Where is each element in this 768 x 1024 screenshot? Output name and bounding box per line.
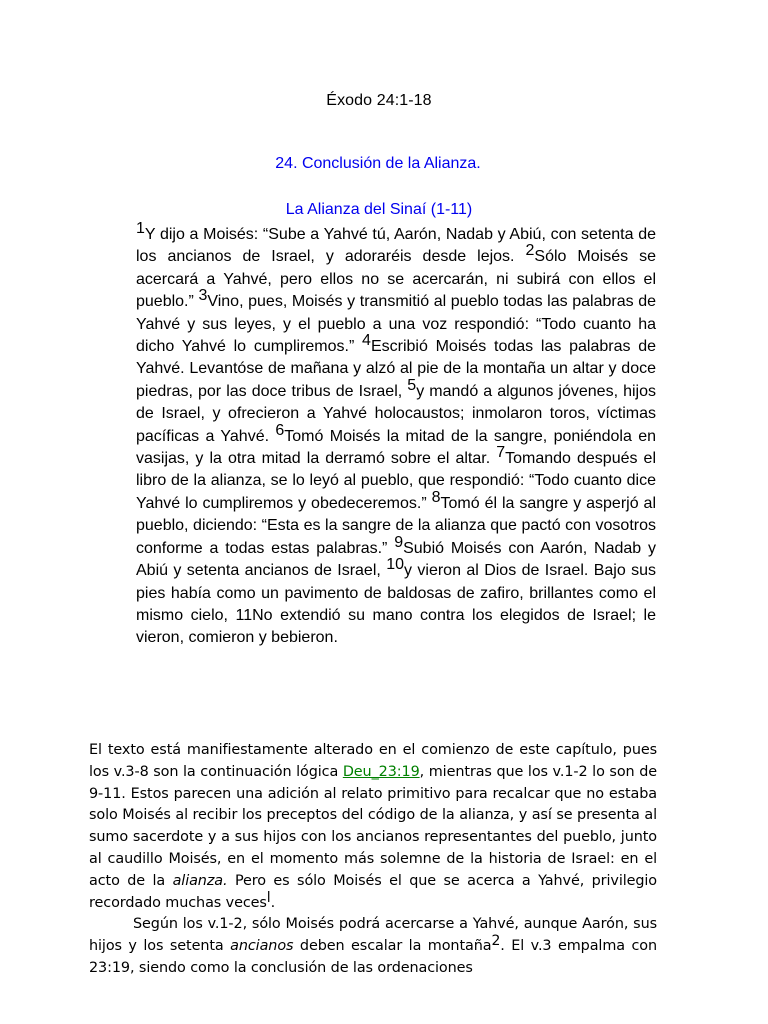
commentary bbox=[89, 740, 657, 980]
verse-number: 2 bbox=[525, 242, 535, 260]
commentary-text: Pero es sólo Moisés el que se acerca a Yahvé, privilegio recordado muchas veces bbox=[89, 872, 658, 911]
commentary-text: El texto está manifiestamente alterado en el comienzo de este capítulo, pues los v.3-8 son la continuación lógica bbox=[89, 742, 657, 780]
commentary-text: , mientras que los v.1-2 lo son de 9-11. Estos parecen una adición al relato primitivo para recalcar que no estaba solo Moisés al recibir los preceptos del código de la alianza, y así se presenta al sumo sacerdote y a sus hijos con los ancianos representantes del pueblo, junto al caudillo Moisés, en el momento más solemne de la historia de Israel: en el acto de la bbox=[89, 763, 657, 889]
verse-text: Tomó Moisés la mitad de la sangre, poniéndola en vasijas, y la otra mitad la derramó sobre el altar. bbox=[136, 427, 657, 468]
verse-number: 8 bbox=[431, 488, 441, 506]
verse-text: Sólo Moisés se acercará a Yahvé, pero ellos no se acercarán, ni subirá con ellos el pueblo.” bbox=[136, 248, 657, 311]
emphasized-term: alianza. bbox=[172, 872, 228, 889]
scripture-reference-link[interactable]: Deu_23:19 bbox=[342, 763, 420, 780]
document-title: Éxodo 24:1-18 bbox=[326, 92, 432, 109]
footnote-marker[interactable]: l bbox=[266, 889, 271, 906]
verse-number: 5 bbox=[407, 376, 417, 394]
verse-text: Subió Moisés con Aarón, Nadab y Abiú y setenta ancianos de Israel, bbox=[136, 539, 656, 580]
footnote-marker[interactable]: 2 bbox=[491, 933, 501, 950]
emphasized-term: ancianos bbox=[230, 938, 294, 955]
commentary-text: . El v.3 empalma con 23:19, siendo como la conclusión de las ordenaciones bbox=[89, 938, 658, 976]
commentary-paragraph bbox=[89, 740, 657, 914]
verse-number: 7 bbox=[496, 444, 506, 462]
verse-number: 6 bbox=[275, 421, 285, 439]
commentary-text: deben escalar la montaña bbox=[293, 938, 492, 955]
scripture-passage bbox=[136, 220, 657, 650]
verse-text: Tomando después el libro de la alianza, se lo leyó al pueblo, que respondió: “Todo cuanto dice Yahvé lo cumpliremos y obedeceremos.” bbox=[136, 450, 656, 512]
commentary-paragraph bbox=[89, 914, 657, 979]
verse-text: y vieron al Dios de Israel. Bajo sus pies había como un pavimento de baldosas de zafiro, brillantes como el mismo cielo, 11No extendió su mano contra los elegidos de Israel; le vieron, comieron y bebieron. bbox=[136, 562, 657, 647]
commentary-text: Según los v.1-2, sólo Moisés podrá acercarse a Yahvé, aunque Aarón, sus hijos y los setenta bbox=[89, 916, 657, 955]
verse-number: 9 bbox=[394, 533, 404, 551]
verse-text: y mandó a algunos jóvenes, hijos de Israel, y ofrecieron a Yahvé holocaustos; inmolaron toros, víctimas pacíficas a Yahvé. bbox=[136, 382, 656, 445]
verse-text: Vino, pues, Moisés y transmitió al pueblo todas las palabras de Yahvé y sus leyes, y el pueblo a una voz respondió: “Todo cuanto ha dicho Yahvé lo cumpliremos.” bbox=[136, 293, 657, 356]
verse-number: 1 bbox=[136, 220, 145, 237]
section-heading: La Alianza del Sinaí (1-11) bbox=[285, 201, 473, 218]
verse-number: 3 bbox=[198, 287, 208, 305]
verse-text: Y dijo a Moisés: “Sube a Yahvé tú, Aarón, Nadab y Abiú, con setenta de los ancianos de Israel, y adoraréis desde lejos. bbox=[136, 226, 656, 266]
verse-number: 10 bbox=[386, 556, 405, 574]
verse-text: Escribió Moisés todas las palabras de Yahvé. Levantóse de mañana y alzó al pie de la montaña un altar y doce piedras, por las doce tribus de Israel, bbox=[136, 338, 656, 400]
verse-text: Tomó él la sangre y asperjó al pueblo, diciendo: “Esta es la sangre de la alianza que pactó con vosotros conforme a todas estas palabras.” bbox=[136, 494, 656, 557]
verse-number: 4 bbox=[362, 332, 371, 350]
chapter-heading: 24. Conclusión de la Alianza. bbox=[275, 155, 481, 172]
commentary-text: . bbox=[270, 894, 276, 911]
